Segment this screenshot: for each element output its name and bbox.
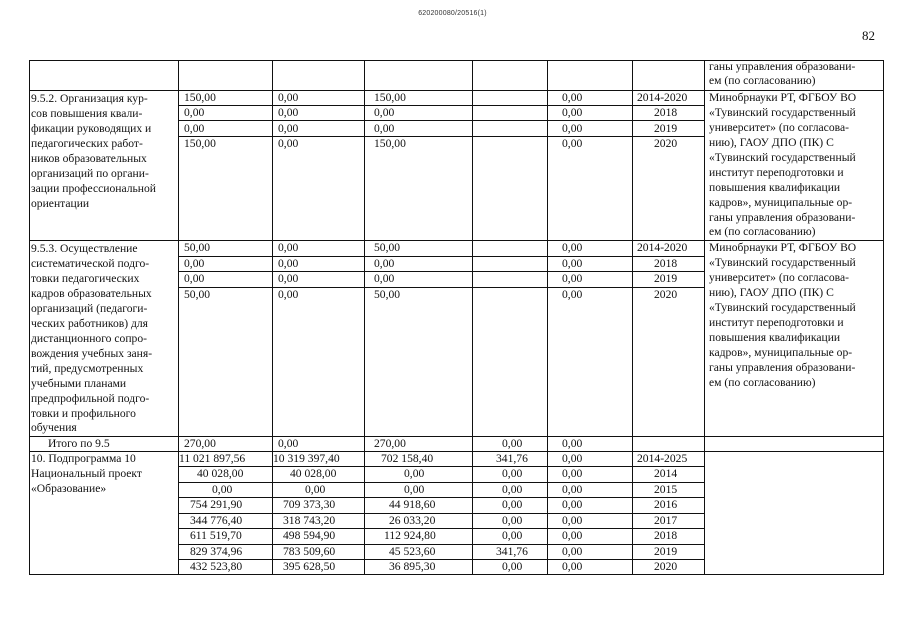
executor-text: институт переподготовки и bbox=[709, 316, 844, 329]
cell-republic: 50,00 bbox=[374, 241, 401, 254]
cell-republic: 150,00 bbox=[374, 91, 406, 104]
cell-republic: 0,00 bbox=[374, 257, 395, 270]
executor-text: Минобрнауки РТ, ФГБОУ ВО bbox=[709, 91, 857, 104]
cell-republic: 50,00 bbox=[374, 288, 401, 301]
cell-municipal: 0,00 bbox=[502, 498, 523, 511]
measure-name-line: 9.5.3. Осуществление bbox=[31, 242, 138, 255]
cell-extra: 0,00 bbox=[562, 122, 583, 135]
cell-municipal: 0,00 bbox=[502, 437, 523, 450]
cell-total: 0,00 bbox=[184, 106, 205, 119]
cell-extra: 0,00 bbox=[562, 137, 583, 150]
measure-name-line: обучения bbox=[31, 421, 77, 434]
cell-year: 2016 bbox=[654, 498, 678, 511]
measure-name-line: товки и профильного bbox=[31, 407, 136, 420]
cell-extra: 0,00 bbox=[562, 498, 583, 511]
cell-year: 2020 bbox=[654, 137, 678, 150]
measure-name-line: дистанционного сопро- bbox=[31, 332, 147, 345]
executor-text: университет» (по согласова- bbox=[709, 271, 849, 284]
measure-name-line: педагогических работ- bbox=[31, 137, 143, 150]
cell-total: 50,00 bbox=[184, 241, 211, 254]
cell-extra: 0,00 bbox=[562, 437, 583, 450]
measure-name-line: систематической подго- bbox=[31, 257, 150, 270]
cell-federal: 0,00 bbox=[278, 137, 299, 150]
cell-year: 2018 bbox=[654, 529, 678, 542]
cell-municipal: 0,00 bbox=[502, 514, 523, 527]
cell-extra: 0,00 bbox=[562, 514, 583, 527]
cell-total: 0,00 bbox=[184, 272, 205, 285]
cell-total: 11 021 897,56 bbox=[179, 452, 246, 465]
executor-text: «Тувинский государственный bbox=[709, 301, 856, 314]
cell-municipal: 0,00 bbox=[502, 483, 523, 496]
cell-republic: 0,00 bbox=[404, 467, 425, 480]
cell-year: 2020 bbox=[654, 288, 678, 301]
cell-extra: 0,00 bbox=[562, 483, 583, 496]
measure-name-line: 9.5.2. Организация кур- bbox=[31, 92, 148, 105]
subprogram-name-line: Национальный проект bbox=[31, 467, 142, 480]
cell-total: 754 291,90 bbox=[190, 498, 243, 511]
executor-text: нию), ГАОУ ДПО (ПК) С bbox=[709, 136, 834, 149]
cell-total: 270,00 bbox=[184, 437, 216, 450]
measure-name-line: предпрофильной подго- bbox=[31, 392, 150, 405]
cell-year: 2018 bbox=[654, 106, 678, 119]
page-number: 82 bbox=[862, 28, 875, 43]
cell-federal: 0,00 bbox=[278, 106, 299, 119]
cell-republic: 36 895,30 bbox=[389, 560, 436, 573]
executor-text: ганы управления образовани- bbox=[709, 211, 856, 224]
cell-total: 150,00 bbox=[184, 91, 216, 104]
cell-federal: 783 509,60 bbox=[283, 545, 336, 558]
cell-extra: 0,00 bbox=[562, 257, 583, 270]
cell-extra: 0,00 bbox=[562, 452, 583, 465]
measure-name-line: сов повышения квали- bbox=[31, 107, 143, 120]
cell-year: 2018 bbox=[654, 257, 678, 270]
cell-year: 2020 bbox=[654, 560, 678, 573]
cell-year: 2014-2025 bbox=[637, 452, 688, 465]
cell-municipal: 0,00 bbox=[502, 529, 523, 542]
cell-extra: 0,00 bbox=[562, 545, 583, 558]
cell-total: 50,00 bbox=[184, 288, 211, 301]
subprogram-name-line: 10. Подпрограмма 10 bbox=[31, 452, 136, 465]
cell-republic: 0,00 bbox=[374, 272, 395, 285]
cell-extra: 0,00 bbox=[562, 91, 583, 104]
cell-total: 344 776,40 bbox=[190, 514, 243, 527]
measure-name-line: товки педагогических bbox=[31, 272, 140, 285]
document-id: 620200080/20516(1) bbox=[418, 10, 487, 17]
subprogram-name-line: «Образование» bbox=[31, 482, 107, 495]
cell-republic: 45 523,60 bbox=[389, 545, 436, 558]
executor-text: «Тувинский государственный bbox=[709, 256, 856, 269]
cell-municipal: 0,00 bbox=[502, 467, 523, 480]
measure-name-line: ников образовательных bbox=[31, 152, 147, 165]
cell-extra: 0,00 bbox=[562, 467, 583, 480]
cell-year: 2019 bbox=[654, 272, 678, 285]
executor-text: кадров», муниципальные ор- bbox=[709, 346, 853, 359]
cell-republic: 270,00 bbox=[374, 437, 406, 450]
executor-text: ем (по согласованию) bbox=[709, 225, 816, 238]
cell-federal: 0,00 bbox=[278, 288, 299, 301]
cell-federal: 0,00 bbox=[278, 122, 299, 135]
cell-year: 2017 bbox=[654, 514, 678, 527]
cell-total: 611 519,70 bbox=[190, 529, 242, 542]
executor-text: повышения квалификации bbox=[709, 331, 841, 344]
executor-text: повышения квалификации bbox=[709, 181, 841, 194]
cell-republic: 26 033,20 bbox=[389, 514, 436, 527]
measure-name-line: тий, предусмотренных bbox=[31, 362, 144, 375]
cell-federal: 0,00 bbox=[278, 257, 299, 270]
cell-year: 2015 bbox=[654, 483, 678, 496]
executor-text: институт переподготовки и bbox=[709, 166, 844, 179]
cell-year: 2014-2020 bbox=[637, 91, 688, 104]
cell-federal: 0,00 bbox=[278, 241, 299, 254]
cell-year: 2019 bbox=[654, 545, 678, 558]
measure-name-line: ческих работников) для bbox=[31, 317, 148, 330]
executor-text: Минобрнауки РТ, ФГБОУ ВО bbox=[709, 241, 857, 254]
cell-municipal: 341,76 bbox=[496, 545, 528, 558]
measure-name-line: учебными планами bbox=[31, 377, 127, 390]
cell-total: 0,00 bbox=[212, 483, 233, 496]
cell-republic: 0,00 bbox=[374, 122, 395, 135]
cell-extra: 0,00 bbox=[562, 241, 583, 254]
cell-federal: 0,00 bbox=[278, 437, 299, 450]
cell-extra: 0,00 bbox=[562, 106, 583, 119]
measure-name-line: фикации руководящих и bbox=[31, 122, 152, 135]
executor-text: «Тувинский государственный bbox=[709, 106, 856, 119]
cell-municipal: 0,00 bbox=[502, 560, 523, 573]
cell-extra: 0,00 bbox=[562, 529, 583, 542]
cell-federal: 40 028,00 bbox=[290, 467, 337, 480]
cell-total: 40 028,00 bbox=[197, 467, 244, 480]
executor-text: ем (по согласованию) bbox=[709, 376, 816, 389]
cell-republic: 112 924,80 bbox=[384, 529, 436, 542]
measure-name-line: вождения учебных заня- bbox=[31, 347, 153, 360]
cell-federal: 318 743,20 bbox=[283, 514, 336, 527]
cell-municipal: 341,76 bbox=[496, 452, 528, 465]
cell-federal: 395 628,50 bbox=[283, 560, 336, 573]
cell-extra: 0,00 bbox=[562, 288, 583, 301]
executor-text: ганы управления образовани- bbox=[709, 60, 856, 73]
executor-text: ем (по согласованию) bbox=[709, 74, 816, 87]
cell-year: 2014 bbox=[654, 467, 678, 480]
cell-federal: 0,00 bbox=[305, 483, 326, 496]
measure-name-line: кадров образовательных bbox=[31, 287, 152, 300]
cell-federal: 709 373,30 bbox=[283, 498, 336, 511]
cell-federal: 0,00 bbox=[278, 272, 299, 285]
executor-text: ганы управления образовани- bbox=[709, 361, 856, 374]
cell-total: 0,00 bbox=[184, 257, 205, 270]
cell-federal: 0,00 bbox=[278, 91, 299, 104]
cell-republic: 702 158,40 bbox=[381, 452, 434, 465]
measure-name-line: зации профессиональной bbox=[31, 182, 157, 195]
cell-federal: 10 319 397,40 bbox=[273, 452, 340, 465]
executor-text: нию), ГАОУ ДПО (ПК) С bbox=[709, 286, 834, 299]
cell-total: 0,00 bbox=[184, 122, 205, 135]
cell-extra: 0,00 bbox=[562, 272, 583, 285]
executor-text: «Тувинский государственный bbox=[709, 151, 856, 164]
cell-republic: 0,00 bbox=[374, 106, 395, 119]
executor-text: кадров», муниципальные ор- bbox=[709, 196, 853, 209]
cell-total: 150,00 bbox=[184, 137, 216, 150]
total-label: Итого по 9.5 bbox=[48, 437, 110, 450]
cell-federal: 498 594,90 bbox=[283, 529, 336, 542]
measure-name-line: организаций по органи- bbox=[31, 167, 149, 180]
cell-total: 432 523,80 bbox=[190, 560, 243, 573]
cell-republic: 44 918,60 bbox=[389, 498, 436, 511]
cell-republic: 150,00 bbox=[374, 137, 406, 150]
executor-text: университет» (по согласова- bbox=[709, 121, 849, 134]
measure-name-line: организаций (педагоги- bbox=[31, 302, 148, 315]
cell-total: 829 374,96 bbox=[190, 545, 243, 558]
cell-republic: 0,00 bbox=[404, 483, 425, 496]
cell-year: 2019 bbox=[654, 122, 678, 135]
measure-name-line: ориентации bbox=[31, 197, 90, 210]
cell-year: 2014-2020 bbox=[637, 241, 688, 254]
cell-extra: 0,00 bbox=[562, 560, 583, 573]
